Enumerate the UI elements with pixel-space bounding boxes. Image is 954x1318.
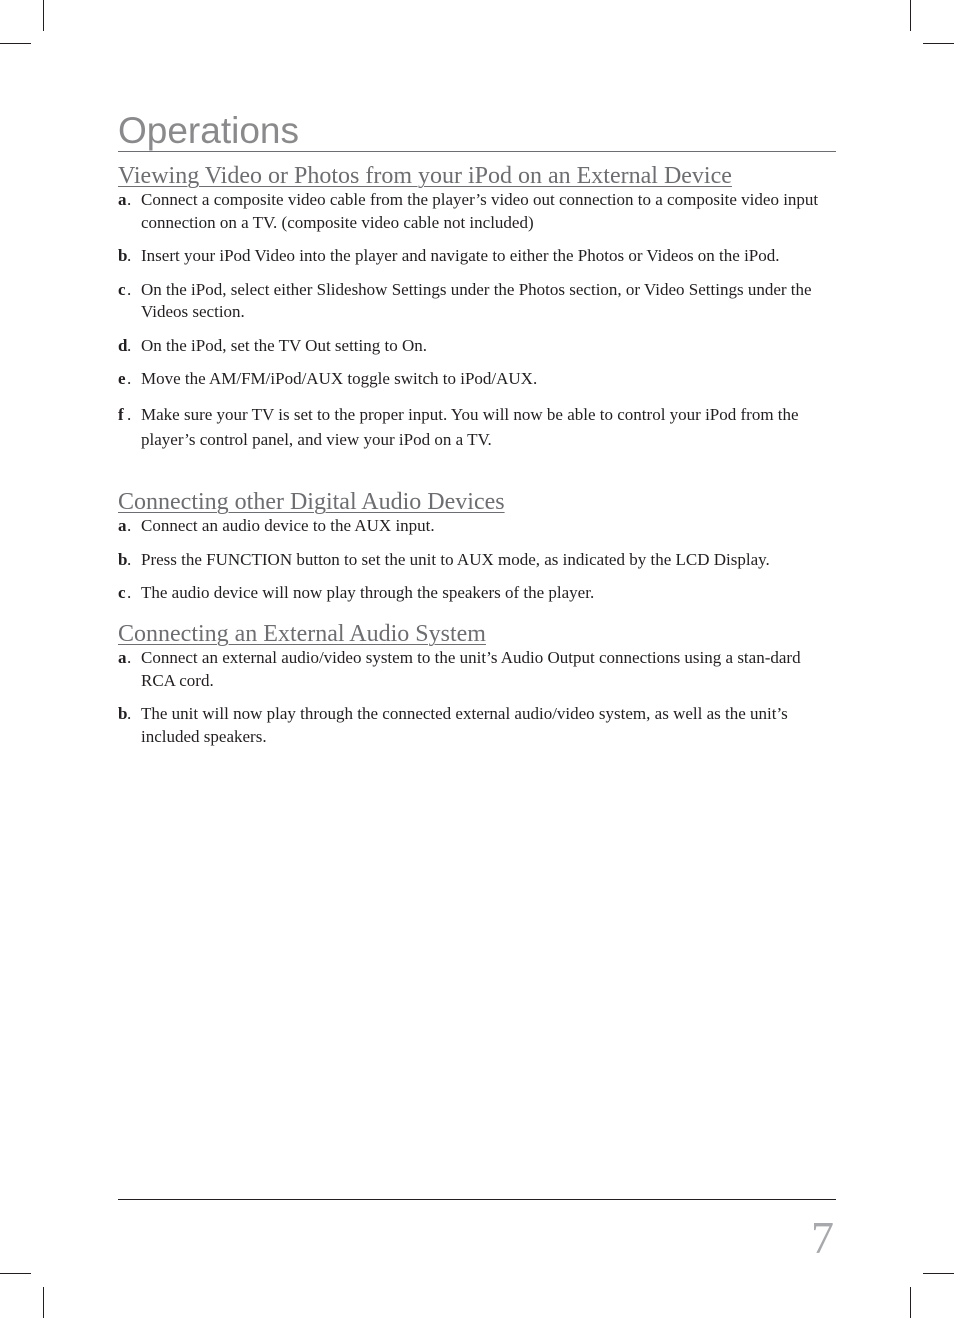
- step-text: Make sure your TV is set to the proper input. You will now be able to control your iPod from the player’s control panel, and view your iPod on a TV.: [141, 404, 799, 449]
- step-text: The unit will now play through the connected external audio/video system, as well as the unit’s included speakers.: [141, 704, 788, 746]
- section-heading: Connecting an External Audio System: [118, 621, 486, 647]
- title-rule: [118, 151, 836, 152]
- section-external-audio-system: [118, 621, 838, 759]
- step-letter: b: [118, 549, 128, 569]
- page-number: 7: [811, 1212, 834, 1263]
- crop-mark-top-left-vertical: [43, 0, 44, 31]
- step-text: Connect an external audio/video system to the unit’s Audio Output connections using a stan-dard RCA cord.: [141, 648, 801, 690]
- step-letter: e: [118, 369, 126, 388]
- step-text: Press the FUNCTION button to set the unit to AUX mode, as indicated by the LCD Display.: [141, 549, 770, 569]
- step-text: Move the AM/FM/iPod/AUX toggle switch to iPod/AUX.: [141, 369, 538, 388]
- section-digital-audio-devices: [118, 489, 838, 616]
- section-viewing-video: [118, 163, 838, 463]
- crop-mark-top-right-vertical: [910, 0, 911, 31]
- crop-mark-bottom-left-vertical: [43, 1287, 44, 1318]
- list-item: c . On the iPod, select either Slideshow Settings under the Photos section, or Video Settings under the Videos section.: [118, 279, 812, 321]
- step-list: [118, 647, 838, 748]
- step-letter: d: [118, 335, 128, 355]
- step-list: [118, 515, 838, 605]
- crop-mark-bottom-left-horizontal: [0, 1273, 31, 1274]
- step-list: [118, 189, 838, 452]
- step-text: Connect a composite video cable from the player’s video out connection to a composite video input connection on a TV. (composite video cable not included): [141, 190, 819, 232]
- step-letter: c: [118, 279, 126, 299]
- list-item: b . The unit will now play through the connected external audio/video system, as well as the unit’s included speakers.: [118, 704, 788, 746]
- step-letter: a: [118, 648, 127, 667]
- crop-mark-top-left-horizontal: [0, 43, 31, 44]
- step-letter: a: [118, 516, 127, 535]
- step-text: On the iPod, select either Slideshow Settings under the Photos section, or Video Settings under the Videos section.: [141, 279, 812, 321]
- section-heading: Connecting other Digital Audio Devices: [118, 489, 505, 515]
- list-item: e . Move the AM/FM/iPod/AUX toggle switch to iPod/AUX.: [118, 368, 838, 391]
- list-item: a . Connect an audio device to the AUX input.: [118, 515, 838, 538]
- page-title: Operations: [118, 110, 299, 151]
- list-item: a . Connect a composite video cable from the player’s video out connection to a composite video input connection on a TV. (composite video cable not included): [118, 190, 819, 232]
- crop-mark-top-right-horizontal: [923, 43, 954, 44]
- list-item: c . The audio device will now play through the speakers of the player.: [118, 582, 838, 605]
- list-item: a . Connect an external audio/video system to the unit’s Audio Output connections using a stan-dard RCA cord.: [118, 648, 801, 690]
- step-letter: c: [118, 583, 126, 602]
- list-item: b . Press the FUNCTION button to set the unit to AUX mode, as indicated by the LCD Display.: [118, 549, 838, 572]
- crop-mark-bottom-right-vertical: [910, 1287, 911, 1318]
- footer-rule: [118, 1199, 836, 1200]
- list-item: b . Insert your iPod Video into the player and navigate to either the Photos or Videos on the iPod.: [118, 245, 838, 268]
- step-letter: a: [118, 190, 127, 209]
- list-item: f . Make sure your TV is set to the proper input. You will now be able to control your iPod from the player’s control panel, and view your iPod on a TV.: [118, 402, 838, 452]
- step-text: The audio device will now play through the speakers of the player.: [141, 583, 595, 602]
- crop-mark-bottom-right-horizontal: [923, 1273, 954, 1274]
- step-text: Connect an audio device to the AUX input.: [141, 516, 435, 535]
- step-letter: b: [118, 246, 128, 265]
- section-heading: Viewing Video or Photos from your iPod on an External Device: [118, 163, 732, 189]
- step-text: Insert your iPod Video into the player and navigate to either the Photos or Videos on the iPod.: [141, 246, 780, 265]
- step-text: On the iPod, set the TV Out setting to On.: [141, 335, 428, 355]
- list-item: d . On the iPod, set the TV Out setting to On.: [118, 335, 838, 358]
- step-letter: f: [118, 404, 124, 424]
- step-letter: b: [118, 704, 128, 723]
